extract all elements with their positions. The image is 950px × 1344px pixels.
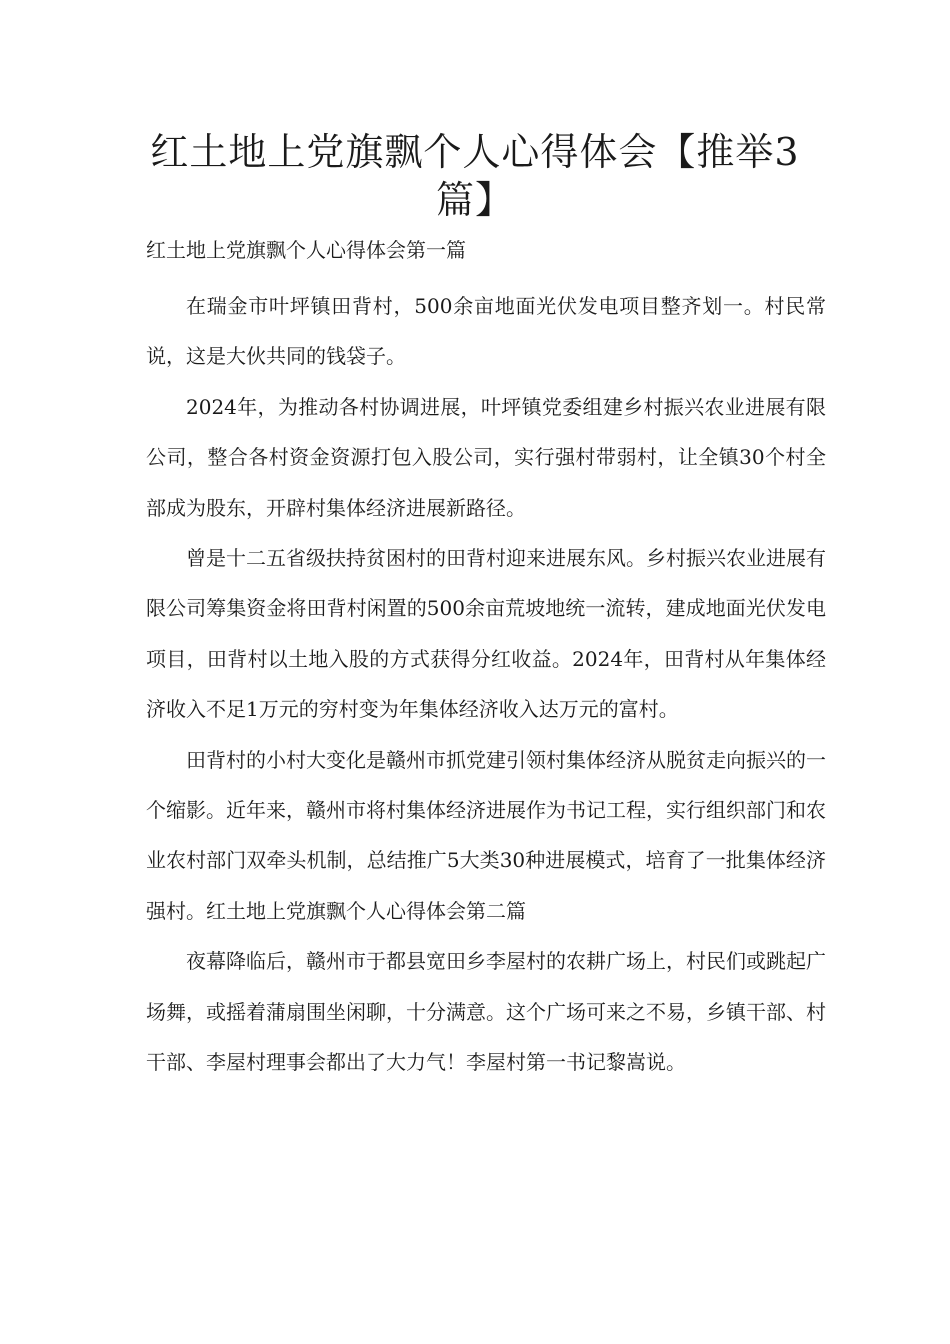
paragraph: 田背村的小村大变化是赣州市抓党建引领村集体经济从脱贫走向振兴的一个缩影。近年来，赣州市将村集体经济进展作为书记工程，实行组织部门和农业农村部门双牵头机制，总结推广5大类30种进展模式，培育了一批集体经济强村。红土地上党旗飘个人心得体会第二篇 bbox=[146, 747, 826, 923]
document-title: 红土地上党旗飘个人心得体会【推举3篇】 bbox=[150, 130, 800, 222]
paragraph: 夜幕降临后，赣州市于都县宽田乡李屋村的农耕广场上，村民们或跳起广场舞，或摇着蒲扇围坐闲聊，十分满意。这个广场可来之不易，乡镇干部、村干部、李屋村理事会都出了大力气！李屋村第一书记黎嵩说。 bbox=[146, 949, 826, 1075]
section-heading: 红土地上党旗飘个人心得体会第一篇 bbox=[146, 238, 466, 262]
paragraph: 曾是十二五省级扶持贫困村的田背村迎来进展东风。乡村振兴农业进展有限公司筹集资金将田背村闲置的500余亩荒坡地统一流转，建成地面光伏发电项目，田背村以土地入股的方式获得分红收益。2024年，田背村从年集体经济收入不足1万元的穷村变为年集体经济收入达万元的富村。 bbox=[146, 546, 826, 722]
body-text bbox=[146, 281, 826, 1088]
paragraph: 2024年，为推动各村协调进展，叶坪镇党委组建乡村振兴农业进展有限公司，整合各村资金资源打包入股公司，实行强村带弱村，让全镇30个村全部成为股东，开辟村集体经济进展新路径。 bbox=[146, 394, 826, 520]
paragraph: 在瑞金市叶坪镇田背村，500余亩地面光伏发电项目整齐划一。村民常说，这是大伙共同的钱袋子。 bbox=[146, 294, 826, 369]
